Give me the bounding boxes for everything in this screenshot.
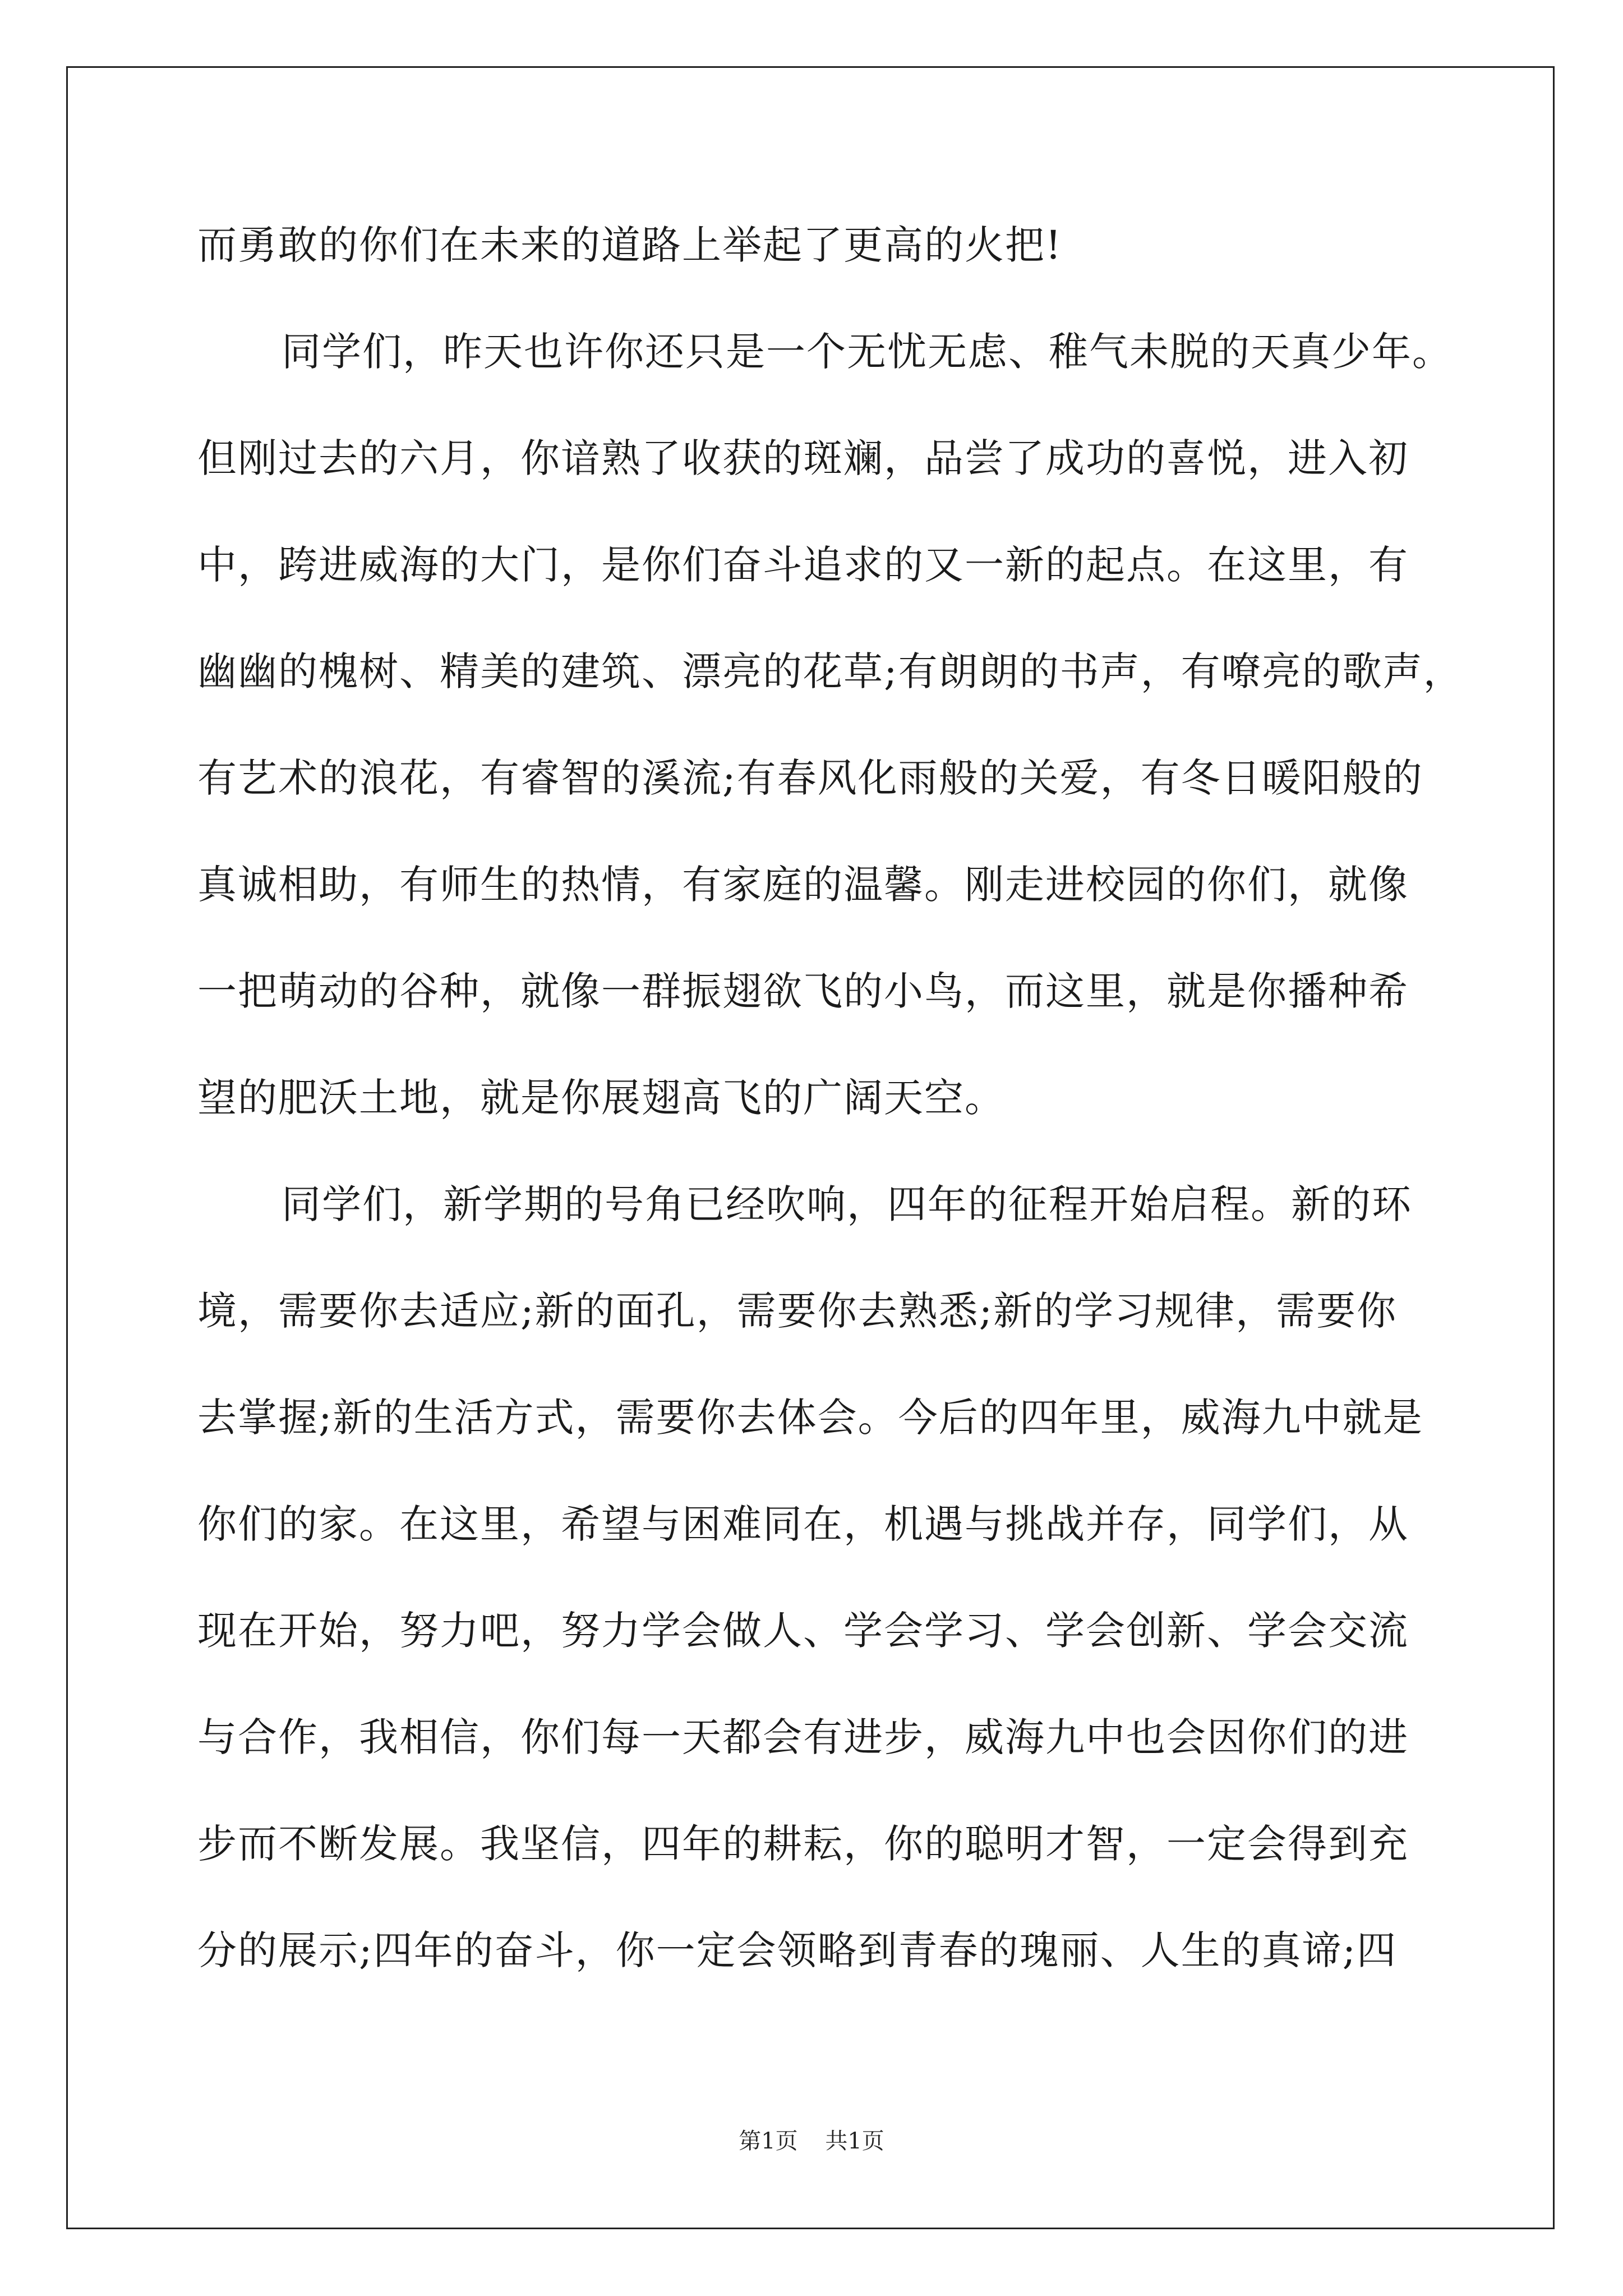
text-line: 去掌握;新的生活方式，需要你去体会。今后的四年里，威海九中就是 (197, 1395, 1423, 1441)
page-footer (0, 2124, 1623, 2158)
text-line: 步而不断发展。我坚信，四年的耕耘，你的聪明才智，一定会得到充 (197, 1821, 1409, 1867)
paragraph-start-line: 同学们，新学期的号角已经吹响，四年的征程开始启程。新的环 (282, 1181, 1412, 1227)
text-line: 境，需要你去适应;新的面孔，需要你去熟悉;新的学习规律，需要你 (197, 1288, 1398, 1334)
text-line: 现在开始，努力吧，努力学会做人、学会学习、学会创新、学会交流 (197, 1608, 1409, 1654)
text-line: 你们的家。在这里，希望与困难同在，机遇与挑战并存，同学们，从 (197, 1501, 1409, 1547)
text-line: 真诚相助，有师生的热情，有家庭的温馨。刚走进校园的你们，就像 (197, 862, 1409, 908)
text-line: 一把萌动的谷种，就像一群振翅欲飞的小鸟，而这里，就是你播种希 (197, 968, 1409, 1014)
text-line: 分的展示;四年的奋斗，你一定会领略到青春的瑰丽、人生的真谛;四 (197, 1927, 1398, 1973)
document-body (197, 214, 1464, 2026)
paragraph-start-line: 同学们，昨天也许你还只是一个无忧无虑、稚气未脱的天真少年。 (282, 329, 1453, 375)
page-number-total: 共1页 (825, 2128, 884, 2154)
text-line: 中，跨进威海的大门，是你们奋斗追求的又一新的起点。在这里，有 (197, 542, 1409, 588)
text-line: 而勇敢的你们在未来的道路上举起了更高的火把! (197, 222, 1063, 268)
text-line: 望的肥沃土地，就是你展翅高飞的广阔天空。 (197, 1075, 1005, 1121)
text-line: 有艺术的浪花，有睿智的溪流;有春风化雨般的关爱，有冬日暖阳般的 (197, 755, 1423, 801)
page-number-current: 第1页 (739, 2128, 798, 2154)
text-line: 与合作，我相信，你们每一天都会有进步，威海九中也会因你们的进 (197, 1714, 1409, 1760)
text-line: 但刚过去的六月，你谙熟了收获的斑斓，品尝了成功的喜悦，进入初 (197, 435, 1409, 481)
text-line: 幽幽的槐树、精美的建筑、漂亮的花草;有朗朗的书声，有嘹亮的歌声， (197, 648, 1464, 694)
